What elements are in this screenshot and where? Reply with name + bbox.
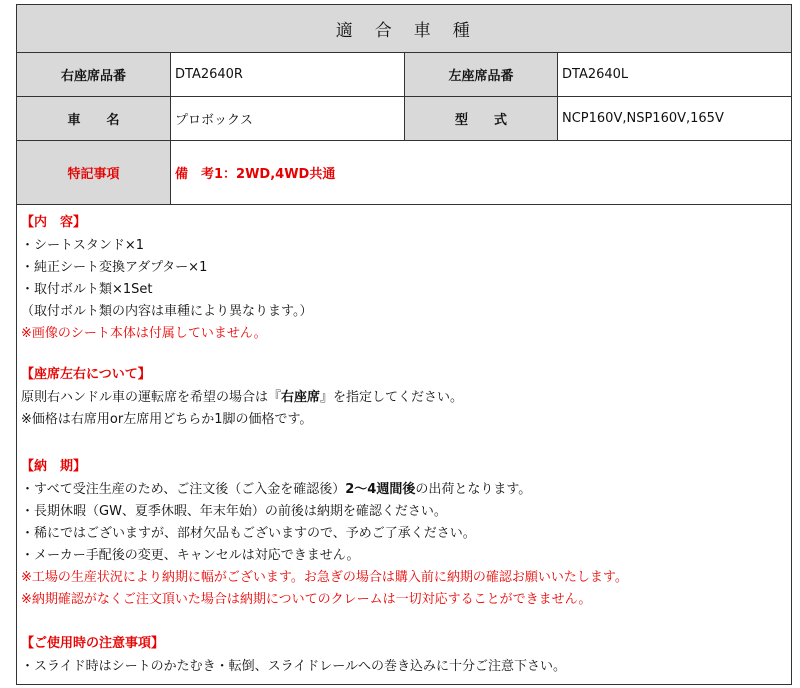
delivery-lead-after: の出荷となります。 <box>415 482 532 497</box>
model-code-value: NCP160V,NSP160V,165V <box>558 97 792 141</box>
delivery-section <box>21 455 787 611</box>
special-notes-value: 備 考1：2WD,4WD共通 <box>171 141 792 205</box>
delivery-note: ※納期確認がなくご注文頂いた場合は納期についてのクレームは一切対応することができません。 <box>21 592 592 607</box>
delivery-lead-emphasis: 2～4週間後 <box>345 482 416 497</box>
list-item: ・長期休暇（GW、夏季休暇、年末年始）の前後は納期を確認ください。 <box>21 504 447 519</box>
description-cell <box>17 205 792 685</box>
list-item: ・純正シート変換アダプター×1 <box>21 260 208 275</box>
seat-side-heading: 【座席左右について】 <box>21 367 151 382</box>
title-row <box>17 5 792 53</box>
special-notes-row <box>17 141 792 205</box>
car-name-label: 車 名 <box>17 97 171 141</box>
seat-side-instruction <box>21 387 787 409</box>
usage-caution-section <box>21 632 787 678</box>
list-item: ・取付ボルト類×1Set <box>21 282 153 297</box>
contents-section <box>21 211 787 345</box>
left-seat-label: 左座席品番 <box>405 53 558 97</box>
car-name-value: プロボックス <box>171 97 405 141</box>
seat-side-emphasis: 右座席 <box>281 390 321 405</box>
price-note: ※価格は右席用or左席用どちらか1脚の価格です。 <box>21 412 313 427</box>
delivery-heading: 【納 期】 <box>21 459 87 474</box>
table-title: 適 合 車 種 <box>17 5 792 53</box>
part-number-row <box>17 53 792 97</box>
delivery-lead <box>21 479 787 501</box>
list-item: ・シートスタンド×1 <box>21 238 145 253</box>
seat-side-instruction-before: 原則右ハンドル車の運転席を希望の場合は『 <box>21 390 282 405</box>
right-seat-part-number: DTA2640R <box>171 53 405 97</box>
left-seat-part-number: DTA2640L <box>558 53 792 97</box>
vehicle-row <box>17 97 792 141</box>
delivery-lead-before: ・すべて受注生産のため、ご注文後（ご入金を確認後） <box>21 482 346 497</box>
right-seat-label: 右座席品番 <box>17 53 171 97</box>
special-notes-label: 特記事項 <box>17 141 171 205</box>
contents-heading: 【内 容】 <box>21 215 87 230</box>
delivery-note: ※工場の生産状況により納期に幅がございます。お急ぎの場合は購入前に納期の確認お願いいたします。 <box>21 570 628 585</box>
contents-note: ※画像のシート本体は付属していません。 <box>21 326 267 341</box>
model-label: 型 式 <box>405 97 558 141</box>
list-item: ・メーカー手配後の変更、キャンセルは対応できません。 <box>21 548 360 563</box>
fitment-table <box>16 4 792 685</box>
list-item: （取付ボルト類の内容は車種により異なります。） <box>21 304 313 319</box>
usage-caution-heading: 【ご使用時の注意事項】 <box>21 636 165 651</box>
list-item: ・稀にではございますが、部材欠品もございますので、予めご了承ください。 <box>21 526 476 541</box>
seat-side-instruction-after: 』を指定してください。 <box>320 390 464 405</box>
list-item: ・スライド時はシートのかたむき・転倒、スライドレールへの巻き込みに十分ご注意下さい。 <box>21 659 566 674</box>
seat-side-section <box>21 363 787 431</box>
description-row <box>17 205 792 685</box>
